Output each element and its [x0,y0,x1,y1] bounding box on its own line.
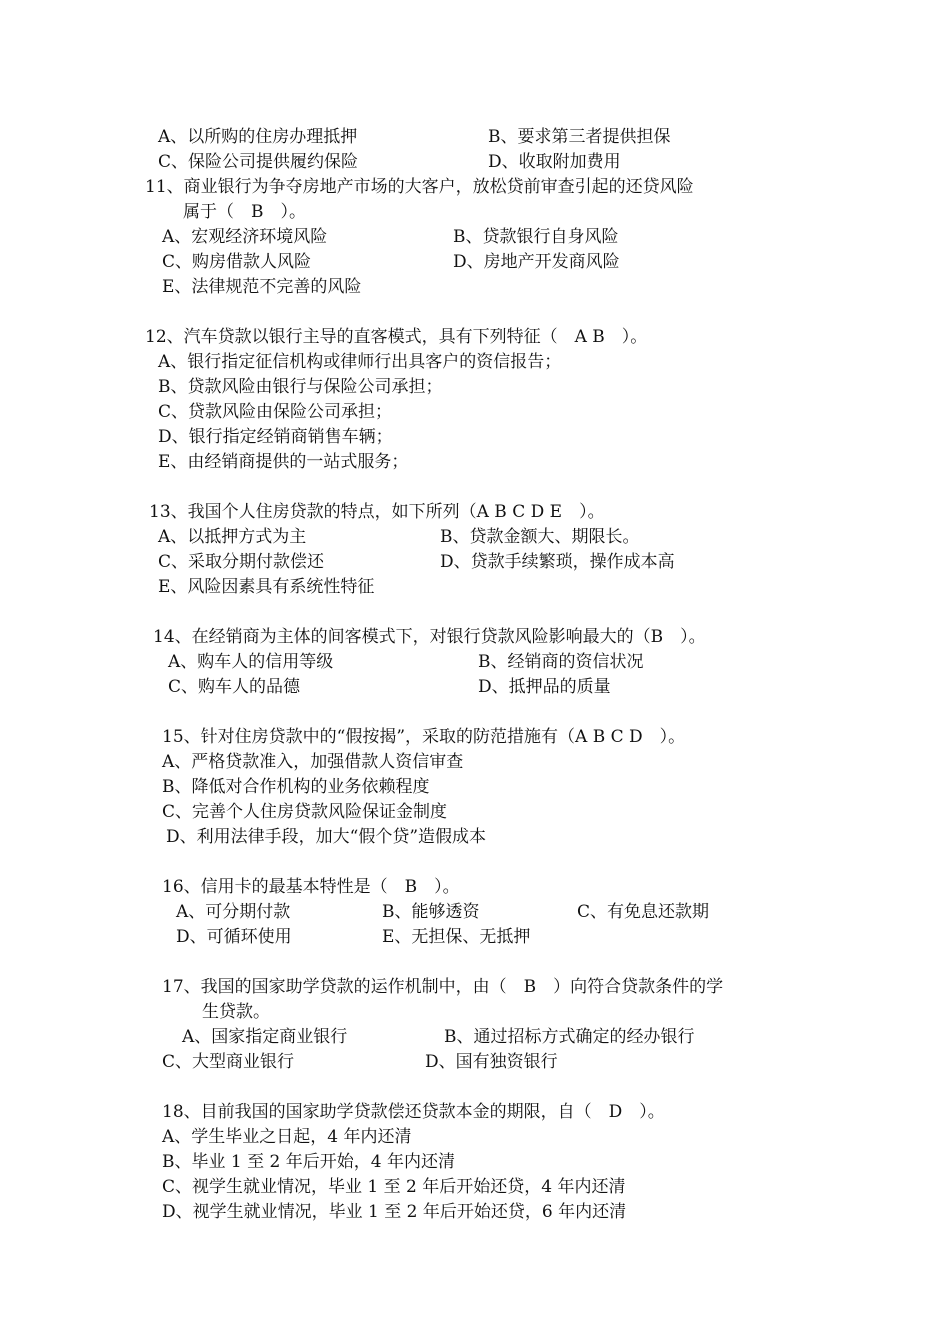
option-text: A、学生毕业之日起，4 年内还清 [162,1127,412,1147]
option-text: D、视学生就业情况，毕业 1 至 2 年后开始还贷，6 年内还清 [162,1202,627,1222]
option-text: D、国有独资银行 [425,1052,558,1072]
option-text: A、购车人的信用等级 [168,652,334,672]
question-text: 11、商业银行为争夺房地产市场的大客户，放松贷前审查引起的还贷风险 [145,177,694,197]
option-text: A、以所购的住房办理抵押 [158,127,358,147]
option-text: D、收取附加费用 [488,152,621,172]
option-text: D、房地产开发商风险 [453,252,620,272]
option-text: C、购房借款人风险 [162,252,312,272]
option-text: E、风险因素具有系统性特征 [158,577,375,597]
option-text: B、毕业 1 至 2 年后开始，4 年内还清 [162,1152,455,1172]
question-text: 13、我国个人住房贷款的特点，如下所列（A B C D E ）。 [149,502,605,522]
question-text: 属于（ B ）。 [183,202,306,222]
option-text: B、降低对合作机构的业务依赖程度 [162,777,430,797]
question-text: 生贷款。 [202,1002,270,1022]
option-text: D、抵押品的质量 [478,677,611,697]
option-text: A、以抵押方式为主 [158,527,307,547]
question-text: 14、在经销商为主体的间客模式下，对银行贷款风险影响最大的（B ）。 [153,627,706,647]
option-text: B、经销商的资信状况 [478,652,644,672]
option-text: E、法律规范不完善的风险 [162,277,362,297]
question-text: 12、汽车贷款以银行主导的直客模式，具有下列特征（ A B ）。 [145,327,648,347]
option-text: D、可循环使用 [176,927,292,947]
option-text: B、贷款银行自身风险 [453,227,619,247]
option-text: B、要求第三者提供担保 [488,127,671,147]
option-text: C、完善个人住房贷款风险保证金制度 [162,802,448,822]
option-text: A、可分期付款 [176,902,291,922]
option-text: C、大型商业银行 [162,1052,295,1072]
option-text: B、贷款金额大、期限长。 [440,527,640,547]
option-text: C、购车人的品德 [168,677,301,697]
option-text: B、能够透资 [382,902,480,922]
option-text: E、由经销商提供的一站式服务； [158,452,409,472]
option-text: C、有免息还款期 [577,902,710,922]
question-text: 18、目前我国的国家助学贷款偿还贷款本金的期限，自（ D ）。 [162,1102,665,1122]
option-text: C、视学生就业情况，毕业 1 至 2 年后开始还贷，4 年内还清 [162,1177,626,1197]
question-text: 16、信用卡的最基本特性是（ B ）。 [162,877,460,897]
question-text: 15、针对住房贷款中的“假按揭”，采取的防范措施有（A B C D ）。 [162,727,686,747]
option-text: A、国家指定商业银行 [182,1027,348,1047]
option-text: C、采取分期付款偿还 [158,552,325,572]
question-text: 17、我国的国家助学贷款的运作机制中，由（ B ）向符合贷款条件的学 [162,977,724,997]
option-text: B、贷款风险由银行与保险公司承担； [158,377,443,397]
option-text: C、贷款风险由保险公司承担； [158,402,393,422]
option-text: D、利用法律手段，加大“假个贷”造假成本 [166,827,487,847]
option-text: D、贷款手续繁琐，操作成本高 [440,552,675,572]
option-text: A、银行指定征信机构或律师行出具客户的资信报告； [158,352,562,372]
option-text: C、保险公司提供履约保险 [158,152,359,172]
option-text: B、通过招标方式确定的经办银行 [444,1027,695,1047]
option-text: D、银行指定经销商销售车辆； [158,427,393,447]
option-text: E、无担保、无抵押 [382,927,531,947]
option-text: A、严格贷款准入，加强借款人资信审查 [162,752,464,772]
option-text: A、宏观经济环境风险 [162,227,328,247]
